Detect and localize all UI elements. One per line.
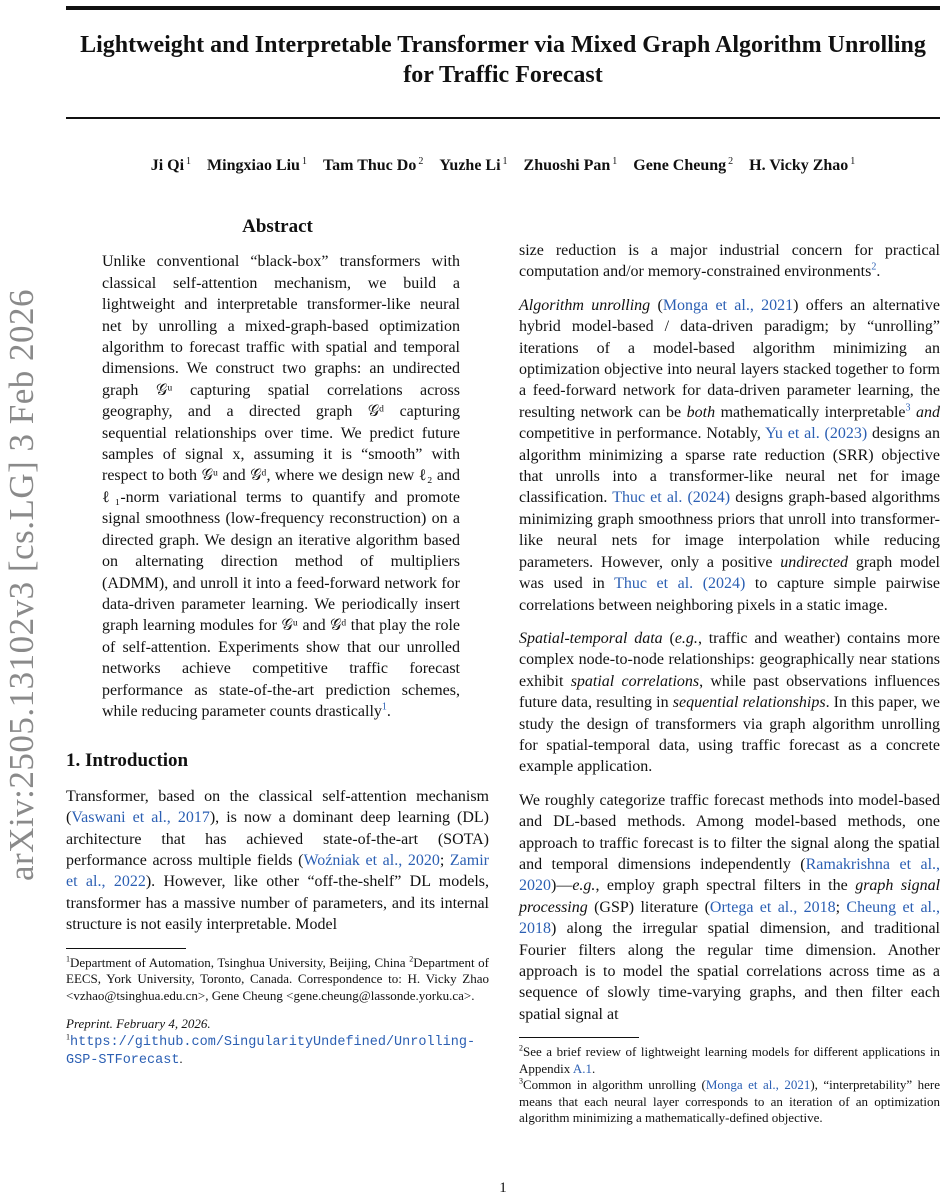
- appendix-link[interactable]: A.1: [572, 1060, 592, 1076]
- paragraph-spatial-temporal: Spatial-temporal data (e.g., traffic and weather) contains more complex node-to-node relationships: geographically near stations exhibit spatial correlations, while past observations influences future data, resulting in sequential relationships. In this paper, we study the design of transformers via graph algorithm unrolling for spatial-temporal data, using traffic forecast as a concrete example application.: [519, 629, 941, 776]
- intro-paragraph: Transformer, based on the classical self-attention mechanism (Vaswani et al., 2017), is now a dominant deep learning (DL) architecture that has achieved state-of-the-art (SOTA) performance across multiple fields (Woźniak et al., 2020; Zamir et al., 2022). However, like other “off-the-shelf” DL models, transformer has a massive number of parameters, and its internal structure is not easily interpretable. Model: [66, 787, 490, 934]
- footnote-3: $^3$Common in algorithm unrolling (Monga et al., 2021), “interpretability” here means that each neural layer corresponds to an iteration of an optimization algorithm minimizing a mathematically-defined objective.: [519, 1076, 940, 1126]
- citation-link[interactable]: Woźniak et al., 2020: [303, 851, 440, 869]
- author: Zhuoshi Pan $^1$: [523, 156, 618, 175]
- footnote-2: $^2$See a brief review of lightweight learning models for different applications in Appendix A.1.: [519, 1043, 940, 1076]
- citation-link[interactable]: Monga et al., 2021: [705, 1077, 811, 1093]
- paragraph-continued: size reduction is a major industrial concern for practical computation and/or memory-constrained environments$^2$.: [519, 242, 940, 281]
- abstract-heading: Abstract: [242, 216, 313, 237]
- author: Ji Qi $^1$: [150, 156, 192, 175]
- author: Tam Thuc Do $^2$: [322, 156, 424, 175]
- section-heading-introduction: 1. Introduction: [66, 750, 189, 772]
- paragraph-algorithm-unrolling: Algorithm unrolling (Monga et al., 2021) offers an alternative hybrid model-based / data-driven paradigm; by “unrolling” iterations of a model-based algorithm minimizing an optimization objective into neural layers stacked together to form a feed-forward network for data-driven parameter learning, the resulting network can be both mathematically interpretable$^3$ and competitive in performance. Notably, Yu et al. (2023) designs an algorithm minimizing a sparse rate reduction (SRR) objective that unrolls into a transformer-like neural net for image classification. Thuc et al. (2024) designs graph-based algorithms minimizing graph smoothness priors that unroll into transformer-like neural nets for image interpolation while reducing parameters. However, only a positive undirected graph model was used in Thuc et al. (2024) to capture simple pairwise correlations between neighboring pixels in a static image.: [519, 296, 941, 614]
- citation-link[interactable]: Ramakrishna et al., 2020: [519, 855, 941, 895]
- github-link[interactable]: https://github.com/SingularityUndefined/Unrolling-GSP-STForecast: [66, 1034, 476, 1069]
- footnote-link-1[interactable]: 1: [381, 701, 387, 713]
- citation-link[interactable]: Cheung et al., 2018: [519, 898, 940, 938]
- title-rule-top: [66, 6, 940, 10]
- affiliation-footnote: $^1$Department of Automation, Tsinghua University, Beijing, China $^2$Department of EECS, York University, Toronto, Canada. Correspondence to: H. Vicky Zhao <vzhao@tsinghua.edu.cn>, Gene Cheung <gene.cheung@lassonde.yorku.ca>.: [66, 954, 490, 1003]
- citation-link[interactable]: Vaswani et al., 2017: [71, 809, 210, 827]
- footnote-1: $^1$https://github.com/SingularityUndefined/Unrolling-GSP-STForecast.: [66, 1032, 476, 1069]
- author: H. Vicky Zhao $^1$: [749, 156, 856, 175]
- citation-link[interactable]: Zamir et al., 2022: [66, 851, 489, 891]
- right-column: [519, 240, 940, 1127]
- author: Yuzhe Li $^1$: [439, 156, 508, 175]
- abstract-text: Unlike conventional “black-box” transformers with classical self-attention mechanism, we build a lightweight and interpretable transformer-like neural net by unrolling a mixed-graph-based optimization algorithm to forecast traffic with spatial and temporal dimensions. We construct two graphs: an undirected graph 𝒢ᵘ capturing spatial correlations across geography, and a directed graph 𝒢ᵈ capturing sequential relationships over time. We predict future samples of signal x, assuming it is “smooth” with respect to both 𝒢ᵘ and 𝒢ᵈ, where we design new ℓ₂ and ℓ₁-norm variational terms to quantify and promote signal smoothness (low-frequency reconstruction) on a directed graph. We design an iterative algorithm based on alternating direction method of multipliers (ADMM), and unroll it into a feed-forward network for data-driven parameter learning. We periodically insert graph learning modules for 𝒢ᵘ and 𝒢ᵈ that play the role of self-attention. Experiments show that our unrolled networks achieve competitive traffic forecast performance as state-of-the-art prediction schemes, while reducing parameter counts drastically$^1$.: [102, 253, 460, 720]
- paragraph-traffic-methods: We roughly categorize traffic forecast methods into model-based and DL-based methods. Among model-based methods, one approach to traffic forecast is to filter the signal along the spatial and temporal dimensions independently (Ramakrishna et al., 2020)—e.g., employ graph spectral filters in the graph signal processing (GSP) literature (Ortega et al., 2018; Cheung et al., 2018) along the irregular spatial dimension, and traditional Fourier filters along the regular time dimension. Another approach is to model the spatial correlations across time as a sequence of slowly time-varying graphs, and then filter each spatial signal at: [519, 791, 941, 1023]
- footnote-link-3[interactable]: 3: [905, 402, 911, 414]
- paper-title: Lightweight and Interpretable Transformer via Mixed Graph Algorithm Unrolling for Traffic Forecast: [80, 32, 926, 88]
- citation-link[interactable]: Thuc et al. (2024): [612, 489, 731, 507]
- footnote-rule: [519, 1037, 639, 1038]
- author: Mingxiao Liu $^1$: [207, 156, 307, 175]
- page-number: 1: [499, 1180, 507, 1196]
- footnote-link-2[interactable]: 2: [871, 262, 877, 274]
- citation-link[interactable]: Monga et al., 2021: [662, 296, 794, 314]
- left-column: [66, 216, 489, 1070]
- author: Gene Cheung $^2$: [633, 156, 734, 175]
- preprint-note: Preprint. February 4, 2026.: [66, 1016, 211, 1032]
- citation-link[interactable]: Ortega et al., 2018: [709, 898, 836, 916]
- title-rule-bottom: [66, 117, 940, 119]
- footnote-rule: [66, 948, 186, 949]
- citation-link[interactable]: Yu et al. (2023): [765, 425, 868, 443]
- author-list: [66, 156, 940, 175]
- citation-link[interactable]: Thuc et al. (2024): [614, 575, 746, 593]
- arxiv-stamp: arXiv:2505.13102v3 [cs.LG] 3 Feb 2026: [2, 288, 42, 882]
